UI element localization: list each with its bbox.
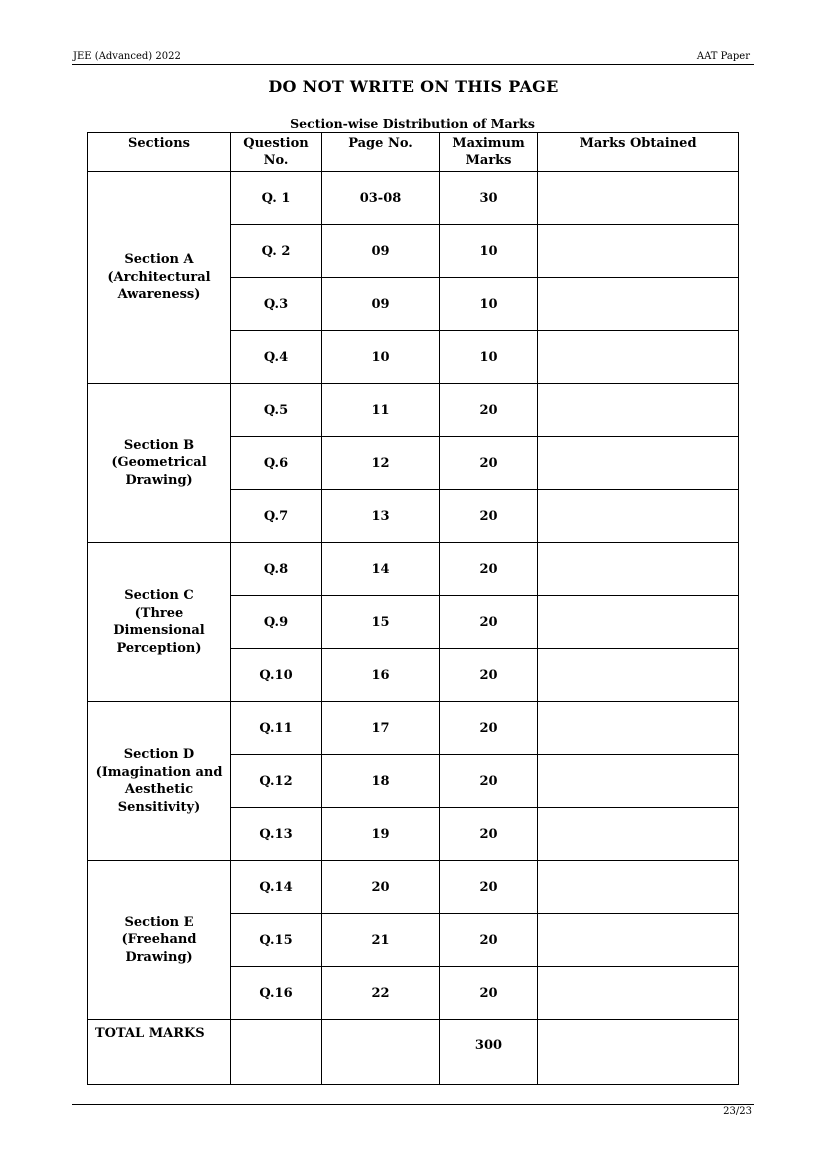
header-marks-obtained: Marks Obtained [538, 133, 739, 172]
section-name-line: Section C [124, 588, 194, 603]
total-label: TOTAL MARKS [88, 1020, 231, 1085]
marks-obtained-cell [538, 596, 739, 649]
section-name-line: Perception) [116, 640, 202, 656]
header-divider [72, 64, 754, 65]
marks-obtained-cell [538, 702, 739, 755]
section-b-name [88, 384, 231, 543]
page-number: 10 [322, 331, 440, 384]
total-question-cell [231, 1020, 322, 1085]
marks-obtained-cell [538, 967, 739, 1020]
total-page-cell [322, 1020, 440, 1085]
section-name-line: Section D [123, 747, 195, 762]
table-row [88, 543, 739, 596]
maximum-marks: 10 [440, 278, 538, 331]
header-question-no [231, 133, 322, 172]
maximum-marks: 20 [440, 914, 538, 967]
header-exam-name: JEE (Advanced) 2022 [73, 51, 181, 62]
maximum-marks: 10 [440, 225, 538, 278]
section-name-line: Awareness) [117, 287, 201, 303]
table-row [88, 702, 739, 755]
page-number: 11 [322, 384, 440, 437]
marks-obtained-cell [538, 331, 739, 384]
page-number: 19 [322, 808, 440, 861]
table-caption: Section-wise Distribution of Marks [290, 116, 535, 131]
question-number: Q.16 [231, 967, 322, 1020]
header-question-line2: No. [263, 153, 289, 168]
section-name-line: (Three [134, 605, 184, 621]
section-name-line: Drawing) [125, 472, 193, 488]
marks-obtained-cell [538, 755, 739, 808]
marks-obtained-cell [538, 861, 739, 914]
page-number: 14 [322, 543, 440, 596]
page-number: 18 [322, 755, 440, 808]
marks-obtained-cell [538, 172, 739, 225]
marks-obtained-cell [538, 490, 739, 543]
page-number: 13 [322, 490, 440, 543]
section-name-line: Section B [123, 437, 195, 453]
page-number: 22 [322, 967, 440, 1020]
section-name-line: (Architectural [107, 269, 211, 285]
question-number: Q.11 [231, 702, 322, 755]
table-header-row [88, 133, 739, 172]
question-number: Q.5 [231, 384, 322, 437]
page-number: 17 [322, 702, 440, 755]
table-row [88, 384, 739, 437]
section-name-line: Section E [124, 914, 194, 930]
marks-obtained-cell [538, 808, 739, 861]
header-paper-name: AAT Paper [696, 51, 750, 62]
total-row [88, 1020, 739, 1085]
header-page-no: Page No. [322, 133, 440, 172]
marks-obtained-cell [538, 649, 739, 702]
footer-divider [72, 1104, 754, 1105]
page-number: 15 [322, 596, 440, 649]
question-number: Q.3 [231, 278, 322, 331]
table-row [88, 861, 739, 914]
question-number: Q.10 [231, 649, 322, 702]
maximum-marks: 20 [440, 437, 538, 490]
page-number: 16 [322, 649, 440, 702]
section-name-line: (Freehand [121, 932, 197, 948]
marks-distribution-table [87, 132, 739, 1085]
maximum-marks: 20 [440, 967, 538, 1020]
section-name-line: Section A [124, 252, 194, 268]
question-number: Q.8 [231, 543, 322, 596]
header-max-line1: Maximum [452, 136, 525, 151]
maximum-marks: 20 [440, 490, 538, 543]
section-name-line: Sensitivity) [117, 799, 201, 815]
maximum-marks: 20 [440, 596, 538, 649]
header-question-line1: Question [243, 136, 309, 151]
section-name-line: Dimensional [113, 623, 205, 638]
question-number: Q. 1 [231, 172, 322, 225]
page-number: 20 [322, 861, 440, 914]
total-marks-obtained-cell [538, 1020, 739, 1085]
page-number: 21 [322, 914, 440, 967]
section-name-line: (Geometrical [111, 455, 207, 471]
table-row [88, 172, 739, 225]
maximum-marks: 30 [440, 172, 538, 225]
question-number: Q.7 [231, 490, 322, 543]
maximum-marks: 20 [440, 808, 538, 861]
marks-obtained-cell [538, 543, 739, 596]
header-max-line2: Marks [465, 153, 512, 168]
section-name-line: Aesthetic [124, 782, 194, 797]
question-number: Q.14 [231, 861, 322, 914]
section-name-line: Drawing) [125, 949, 193, 965]
maximum-marks: 20 [440, 702, 538, 755]
page-number: 09 [322, 225, 440, 278]
maximum-marks: 20 [440, 861, 538, 914]
question-number: Q.9 [231, 596, 322, 649]
marks-obtained-cell [538, 384, 739, 437]
footer-page-number: 23/23 [723, 1106, 752, 1117]
page-title: DO NOT WRITE ON THIS PAGE [268, 77, 559, 96]
question-number: Q.6 [231, 437, 322, 490]
section-e-name [88, 861, 231, 1020]
section-d-name [88, 702, 231, 861]
marks-obtained-cell [538, 437, 739, 490]
maximum-marks: 20 [440, 649, 538, 702]
page-number: 12 [322, 437, 440, 490]
table-body [88, 172, 739, 1085]
page-number: 03-08 [322, 172, 440, 225]
page-number: 09 [322, 278, 440, 331]
section-c-name [88, 543, 231, 702]
question-number: Q.12 [231, 755, 322, 808]
question-number: Q.13 [231, 808, 322, 861]
maximum-marks: 20 [440, 755, 538, 808]
maximum-marks: 10 [440, 331, 538, 384]
question-number: Q. 2 [231, 225, 322, 278]
question-number: Q.15 [231, 914, 322, 967]
marks-obtained-cell [538, 278, 739, 331]
header-maximum-marks [440, 133, 538, 172]
maximum-marks: 20 [440, 543, 538, 596]
marks-obtained-cell [538, 225, 739, 278]
total-max-marks: 300 [440, 1020, 538, 1085]
section-a-name [88, 172, 231, 384]
header-sections: Sections [88, 133, 231, 172]
question-number: Q.4 [231, 331, 322, 384]
maximum-marks: 20 [440, 384, 538, 437]
marks-obtained-cell [538, 914, 739, 967]
section-name-line: (Imagination and [95, 764, 223, 780]
